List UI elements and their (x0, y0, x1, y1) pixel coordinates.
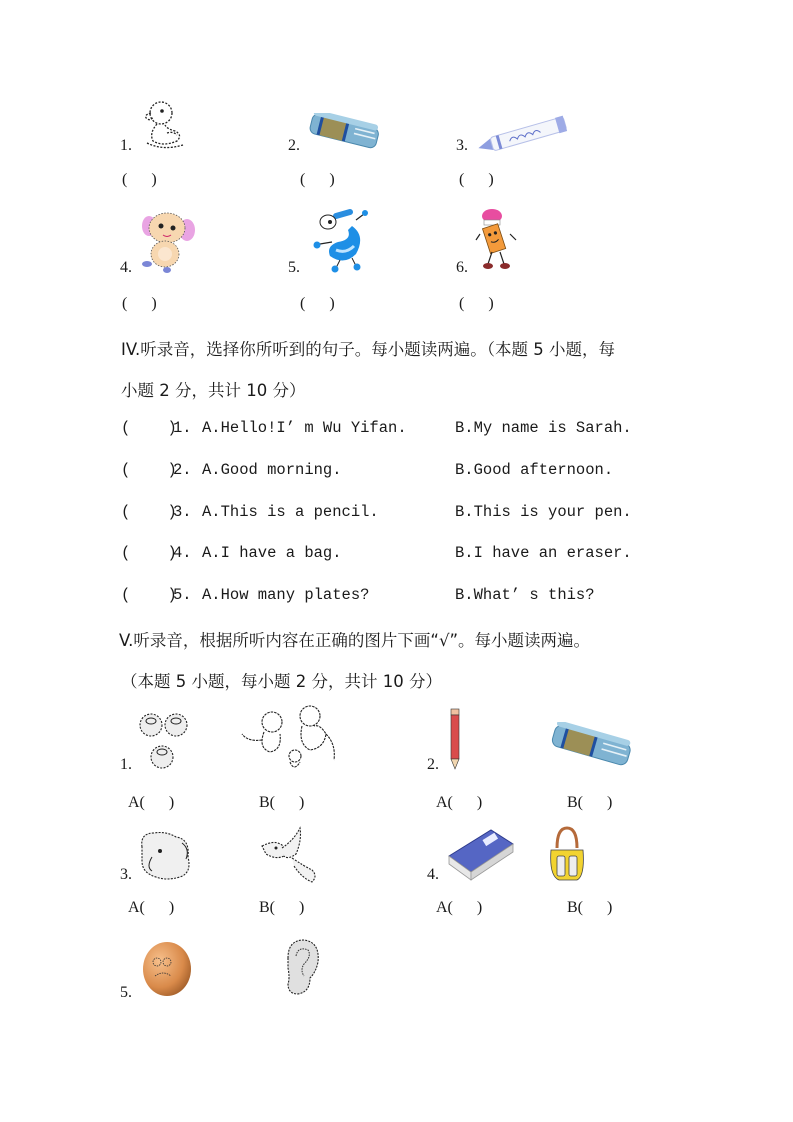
question-row (121, 419, 632, 437)
item-number: 5. (120, 984, 132, 1001)
option-b: B.Good afternoon. (455, 461, 614, 479)
option-b-blank[interactable]: B( ) (567, 794, 613, 811)
question-row (121, 586, 595, 604)
item-number: 5. (288, 259, 300, 276)
option-b: B.I have an eraser. (455, 544, 632, 562)
bird-picture (258, 826, 322, 884)
question-number: 1. (173, 419, 192, 437)
answer-blank[interactable]: ( ) (121, 544, 177, 562)
section-4-heading: IV.听录音，选择你所听到的句子。每小题读两遍。（本题 5 小题，每 (121, 340, 616, 359)
answer-blank[interactable]: ( ) (300, 295, 335, 312)
question-row (121, 544, 632, 562)
question-row (121, 461, 614, 479)
section-5-heading-cont: （本题 5 小题，每小题 2 分，共计 10 分） (121, 672, 442, 691)
pencil-picture (445, 707, 465, 771)
option-a: A.This is a pencil. (202, 503, 379, 521)
option-b: B.This is your pen. (455, 503, 632, 521)
option-b-blank[interactable]: B( ) (259, 899, 305, 916)
option-a-blank[interactable]: A( ) (128, 899, 175, 916)
monkeys-picture (240, 704, 340, 774)
answer-blank[interactable]: ( ) (459, 171, 494, 188)
answer-blank[interactable]: ( ) (122, 295, 157, 312)
three-pigs-picture (138, 707, 190, 773)
question-number: 2. (173, 461, 192, 479)
item-number: 4. (427, 866, 439, 883)
answer-blank[interactable]: ( ) (300, 171, 335, 188)
item-number: 3. (120, 866, 132, 883)
section-5-heading: V.听录音，根据所听内容在正确的图片下画“√”。每小题读两遍。 (119, 631, 591, 650)
question-number: 5. (173, 586, 192, 604)
duck-picture (143, 97, 185, 151)
option-a-blank[interactable]: A( ) (128, 794, 175, 811)
option-a-blank[interactable]: A( ) (436, 794, 483, 811)
option-a-blank[interactable]: A( ) (436, 899, 483, 916)
item-number: 2. (288, 137, 300, 154)
option-b: B.What’ s this? (455, 586, 595, 604)
pencil-character-picture (474, 206, 518, 274)
item-number: 3. (456, 137, 468, 154)
option-a: A.I have a bag. (202, 544, 342, 562)
blue-character-picture (308, 206, 370, 274)
item-number: 4. (120, 259, 132, 276)
option-b-blank[interactable]: B( ) (259, 794, 305, 811)
item-number: 1. (120, 756, 132, 773)
option-a: A.Good morning. (202, 461, 342, 479)
eraser-picture (306, 113, 382, 151)
section-4-heading-cont: 小题 2 分，共计 10 分） (121, 381, 306, 400)
answer-blank[interactable]: ( ) (121, 461, 177, 479)
answer-blank[interactable]: ( ) (121, 419, 177, 437)
egg-picture (141, 940, 193, 998)
item-number: 2. (427, 756, 439, 773)
option-a: A.Hello!I’ m Wu Yifan. (202, 419, 407, 437)
ear-picture (282, 938, 322, 996)
question-number: 4. (173, 544, 192, 562)
crayon-picture (474, 115, 572, 151)
book-picture (445, 826, 515, 884)
answer-blank[interactable]: ( ) (122, 171, 157, 188)
item-number: 6. (456, 259, 468, 276)
answer-blank[interactable]: ( ) (121, 586, 177, 604)
answer-blank[interactable]: ( ) (121, 503, 177, 521)
eraser-picture (548, 722, 634, 770)
option-b: B.My name is Sarah. (455, 419, 632, 437)
answer-blank[interactable]: ( ) (459, 295, 494, 312)
option-a: A.How many plates? (202, 586, 370, 604)
toy-mouse-picture (141, 208, 197, 274)
question-row (121, 503, 632, 521)
option-b-blank[interactable]: B( ) (567, 899, 613, 916)
bag-picture (549, 826, 585, 884)
item-number: 1. (120, 137, 132, 154)
question-number: 3. (173, 503, 192, 521)
elephant-picture (136, 827, 196, 883)
